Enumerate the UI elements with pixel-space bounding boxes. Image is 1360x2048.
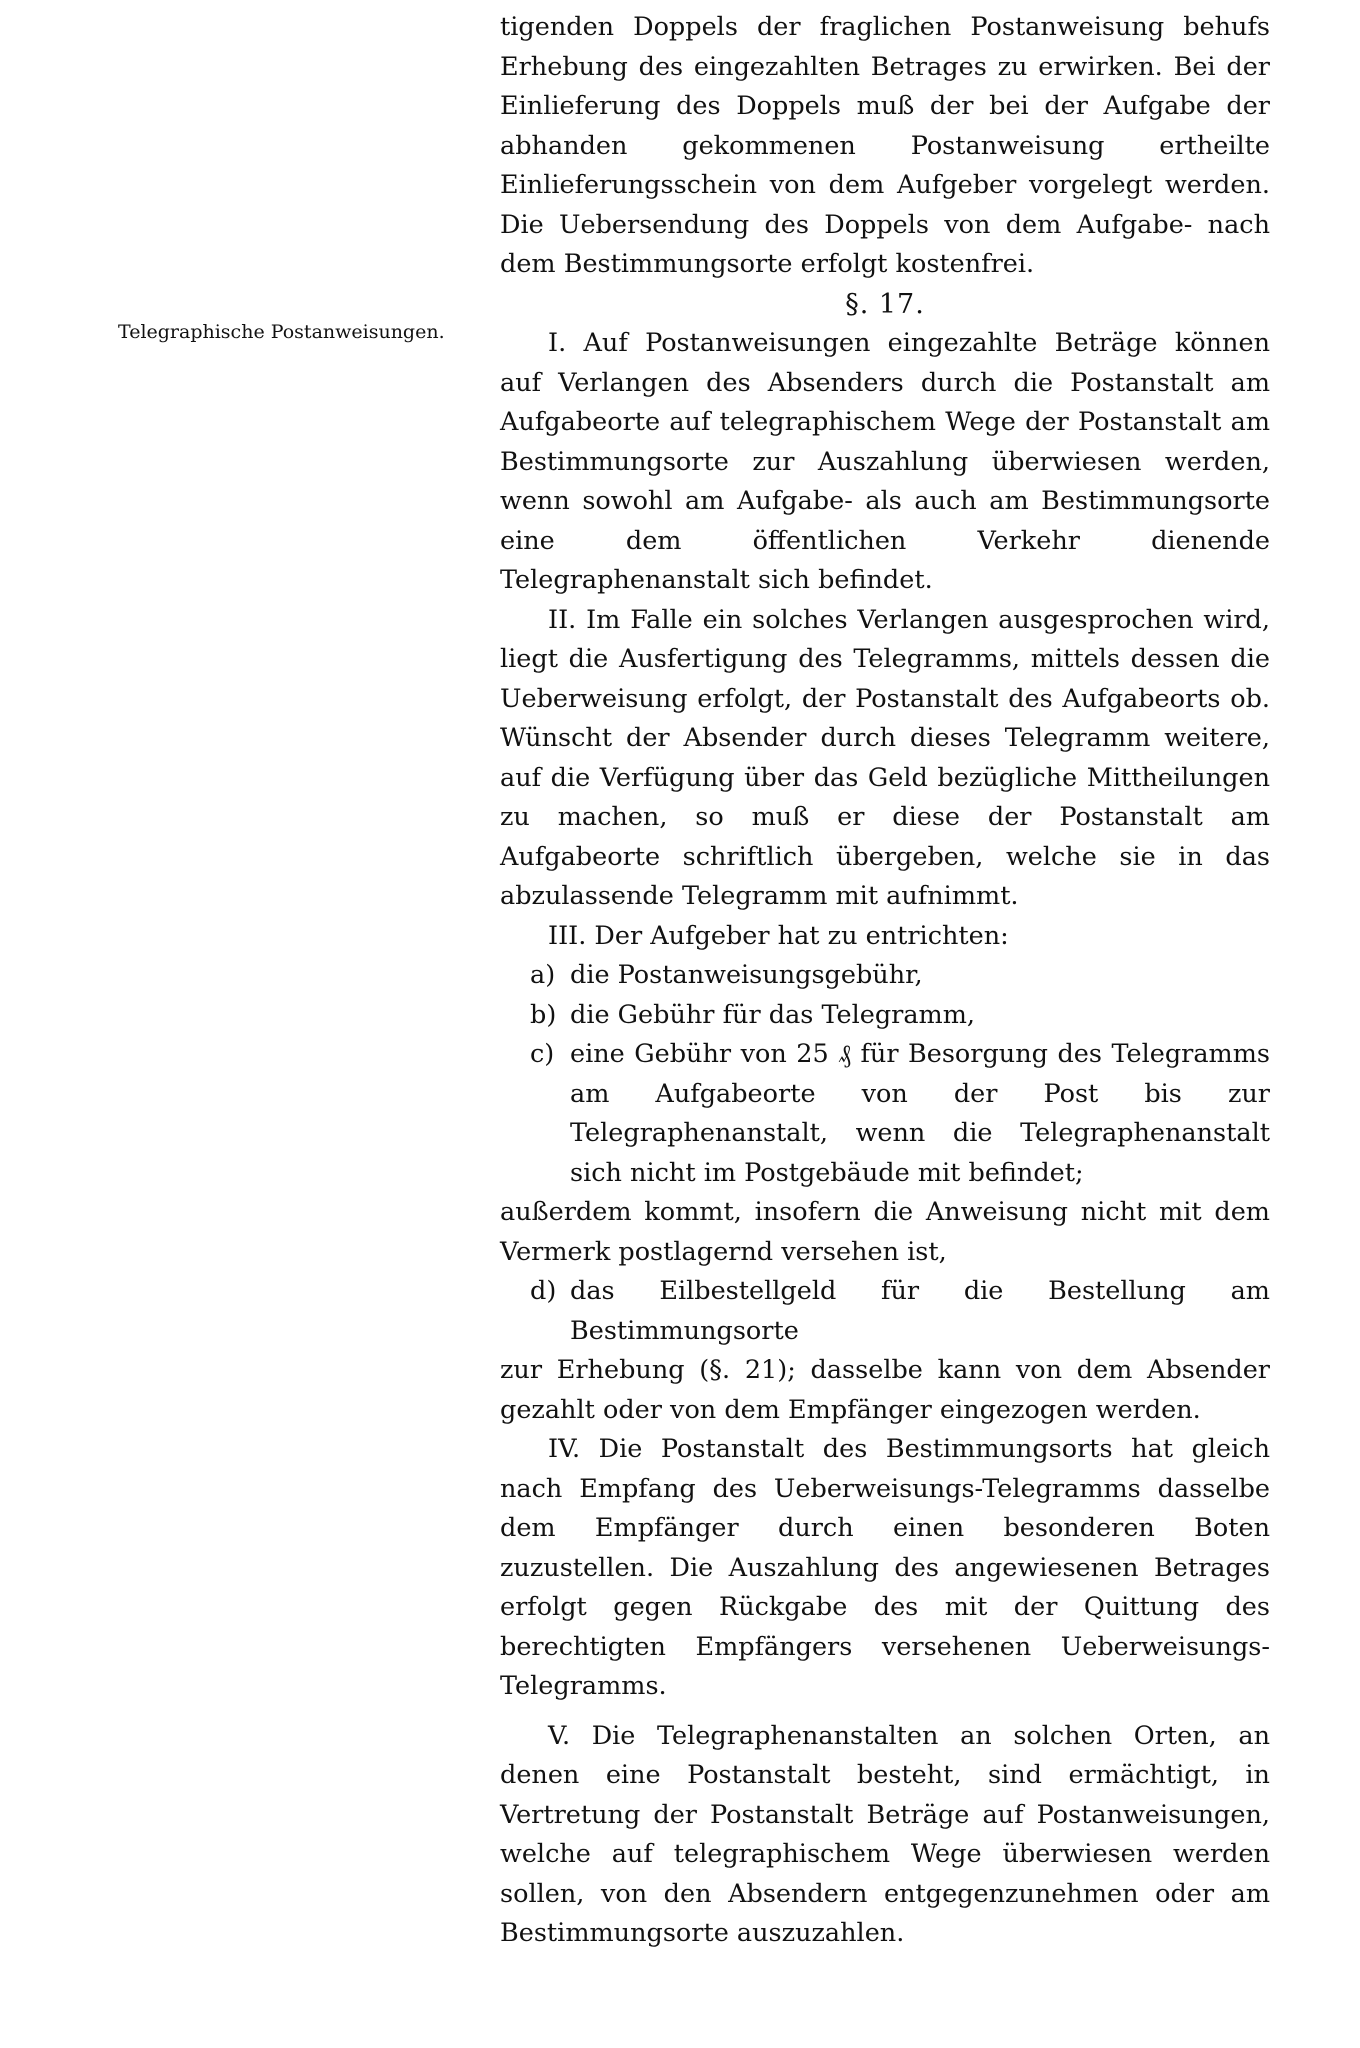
intro-paragraph: tigenden Doppels der fraglichen Postanweisung behufs Erhebung des eingezahlten Betrages zu erwirken. Bei der Einlieferung des Doppels muß der bei der Aufgabe der abhanden gekommenen Postanweisung ertheilte Einlieferungsschein von dem Aufgeber vorgelegt werden. Die Uebersendung des Doppels von dem Aufgabe- nach dem Bestimmungsorte erfolgt kostenfrei.	[500, 12, 1270, 279]
list-item-text: das Eilbestellgeld für die Bestellung am Bestimmungsorte	[570, 1276, 1270, 1346]
list-item-text: eine Gebühr von 25 ₰ für Besorgung des Telegramms am Aufgabeorte von der Post bis zur Telegraphenanstalt, wenn die Telegraphenanstalt sich nicht im Postgebäude mit befindet;	[570, 1039, 1270, 1188]
paragraph-V: V. Die Telegraphenanstalten an solchen Orten, an denen eine Postanstalt besteht, sind ermächtigt, in Vertretung der Postanstalt Beträge auf Postanweisungen, welche auf telegraphischem Wege überwiesen werden sollen, von den Absendern entgegenzunehmen oder am Bestimmungsorte auszuzahlen.	[500, 1720, 1270, 1948]
paragraph-IV: IV. Die Postanstalt des Bestimmungsorts hat gleich nach Empfang des Ueberweisungs-Telegramms dasselbe dem Empfänger durch einen besonderen Boten zuzustellen. Die Auszahlung des angewiesenen Betrages erfolgt gegen Rückgabe des mit der Quittung des berechtigten Empfängers versehenen Ueberweisungs-Telegramms.	[500, 1434, 1270, 1701]
list-item-text: die Postanweisungsgebühr,	[570, 960, 923, 990]
list-item-label: a)	[530, 960, 556, 990]
list-item-text: die Gebühr für das Telegramm,	[570, 999, 976, 1030]
list-item-b	[500, 996, 1270, 1036]
list-item-label: b)	[530, 999, 557, 1030]
margin-note: Telegraphische Postanweisungen.	[118, 321, 445, 343]
list-item-label: c)	[530, 1039, 555, 1069]
list-item-label: d)	[530, 1276, 557, 1306]
paragraph-II: II. Im Falle ein solches Verlangen ausgesprochen wird, liegt die Ausfertigung des Telegramms, mittels dessen die Ueberweisung erfolgt, der Postanstalt des Aufgabeorts ob. Wünscht der Absender durch dieses Telegramm weitere, auf die Verfügung über das Geld bezügliche Mittheilungen zu machen, so muß er diese der Postanstalt am Aufgabeorte schriftlich übergeben, welche sie in das abzulassende Telegramm mit aufnimmt.	[500, 604, 1270, 911]
after-d-text: zur Erhebung (§. 21); dasselbe kann von dem Absender gezahlt oder von dem Empfänger eingezogen werden.	[500, 1355, 1270, 1425]
section-heading: §. 17.	[845, 288, 925, 320]
mid-text: außerdem kommt, insofern die Anweisung nicht mit dem Vermerk postlagernd versehen ist,	[500, 1197, 1270, 1267]
list-item-a	[500, 956, 1270, 996]
paragraph-III: III. Der Aufgeber hat zu entrichten:	[548, 920, 1009, 951]
main-text-column	[500, 8, 1270, 1954]
paragraph-I: I. Auf Postanweisungen eingezahlte Beträge können auf Verlangen des Absenders durch die Postanstalt am Aufgabeorte auf telegraphischem Wege der Postanstalt am Bestimmungsorte zur Auszahlung überwiesen werden, wenn sowohl am Aufgabe- als auch am Bestimmungsorte eine dem öffentlichen Verkehr dienende Telegraphenanstalt sich befindet.	[500, 328, 1270, 595]
list-item-d	[500, 1272, 1270, 1351]
list-item-c	[500, 1035, 1270, 1193]
